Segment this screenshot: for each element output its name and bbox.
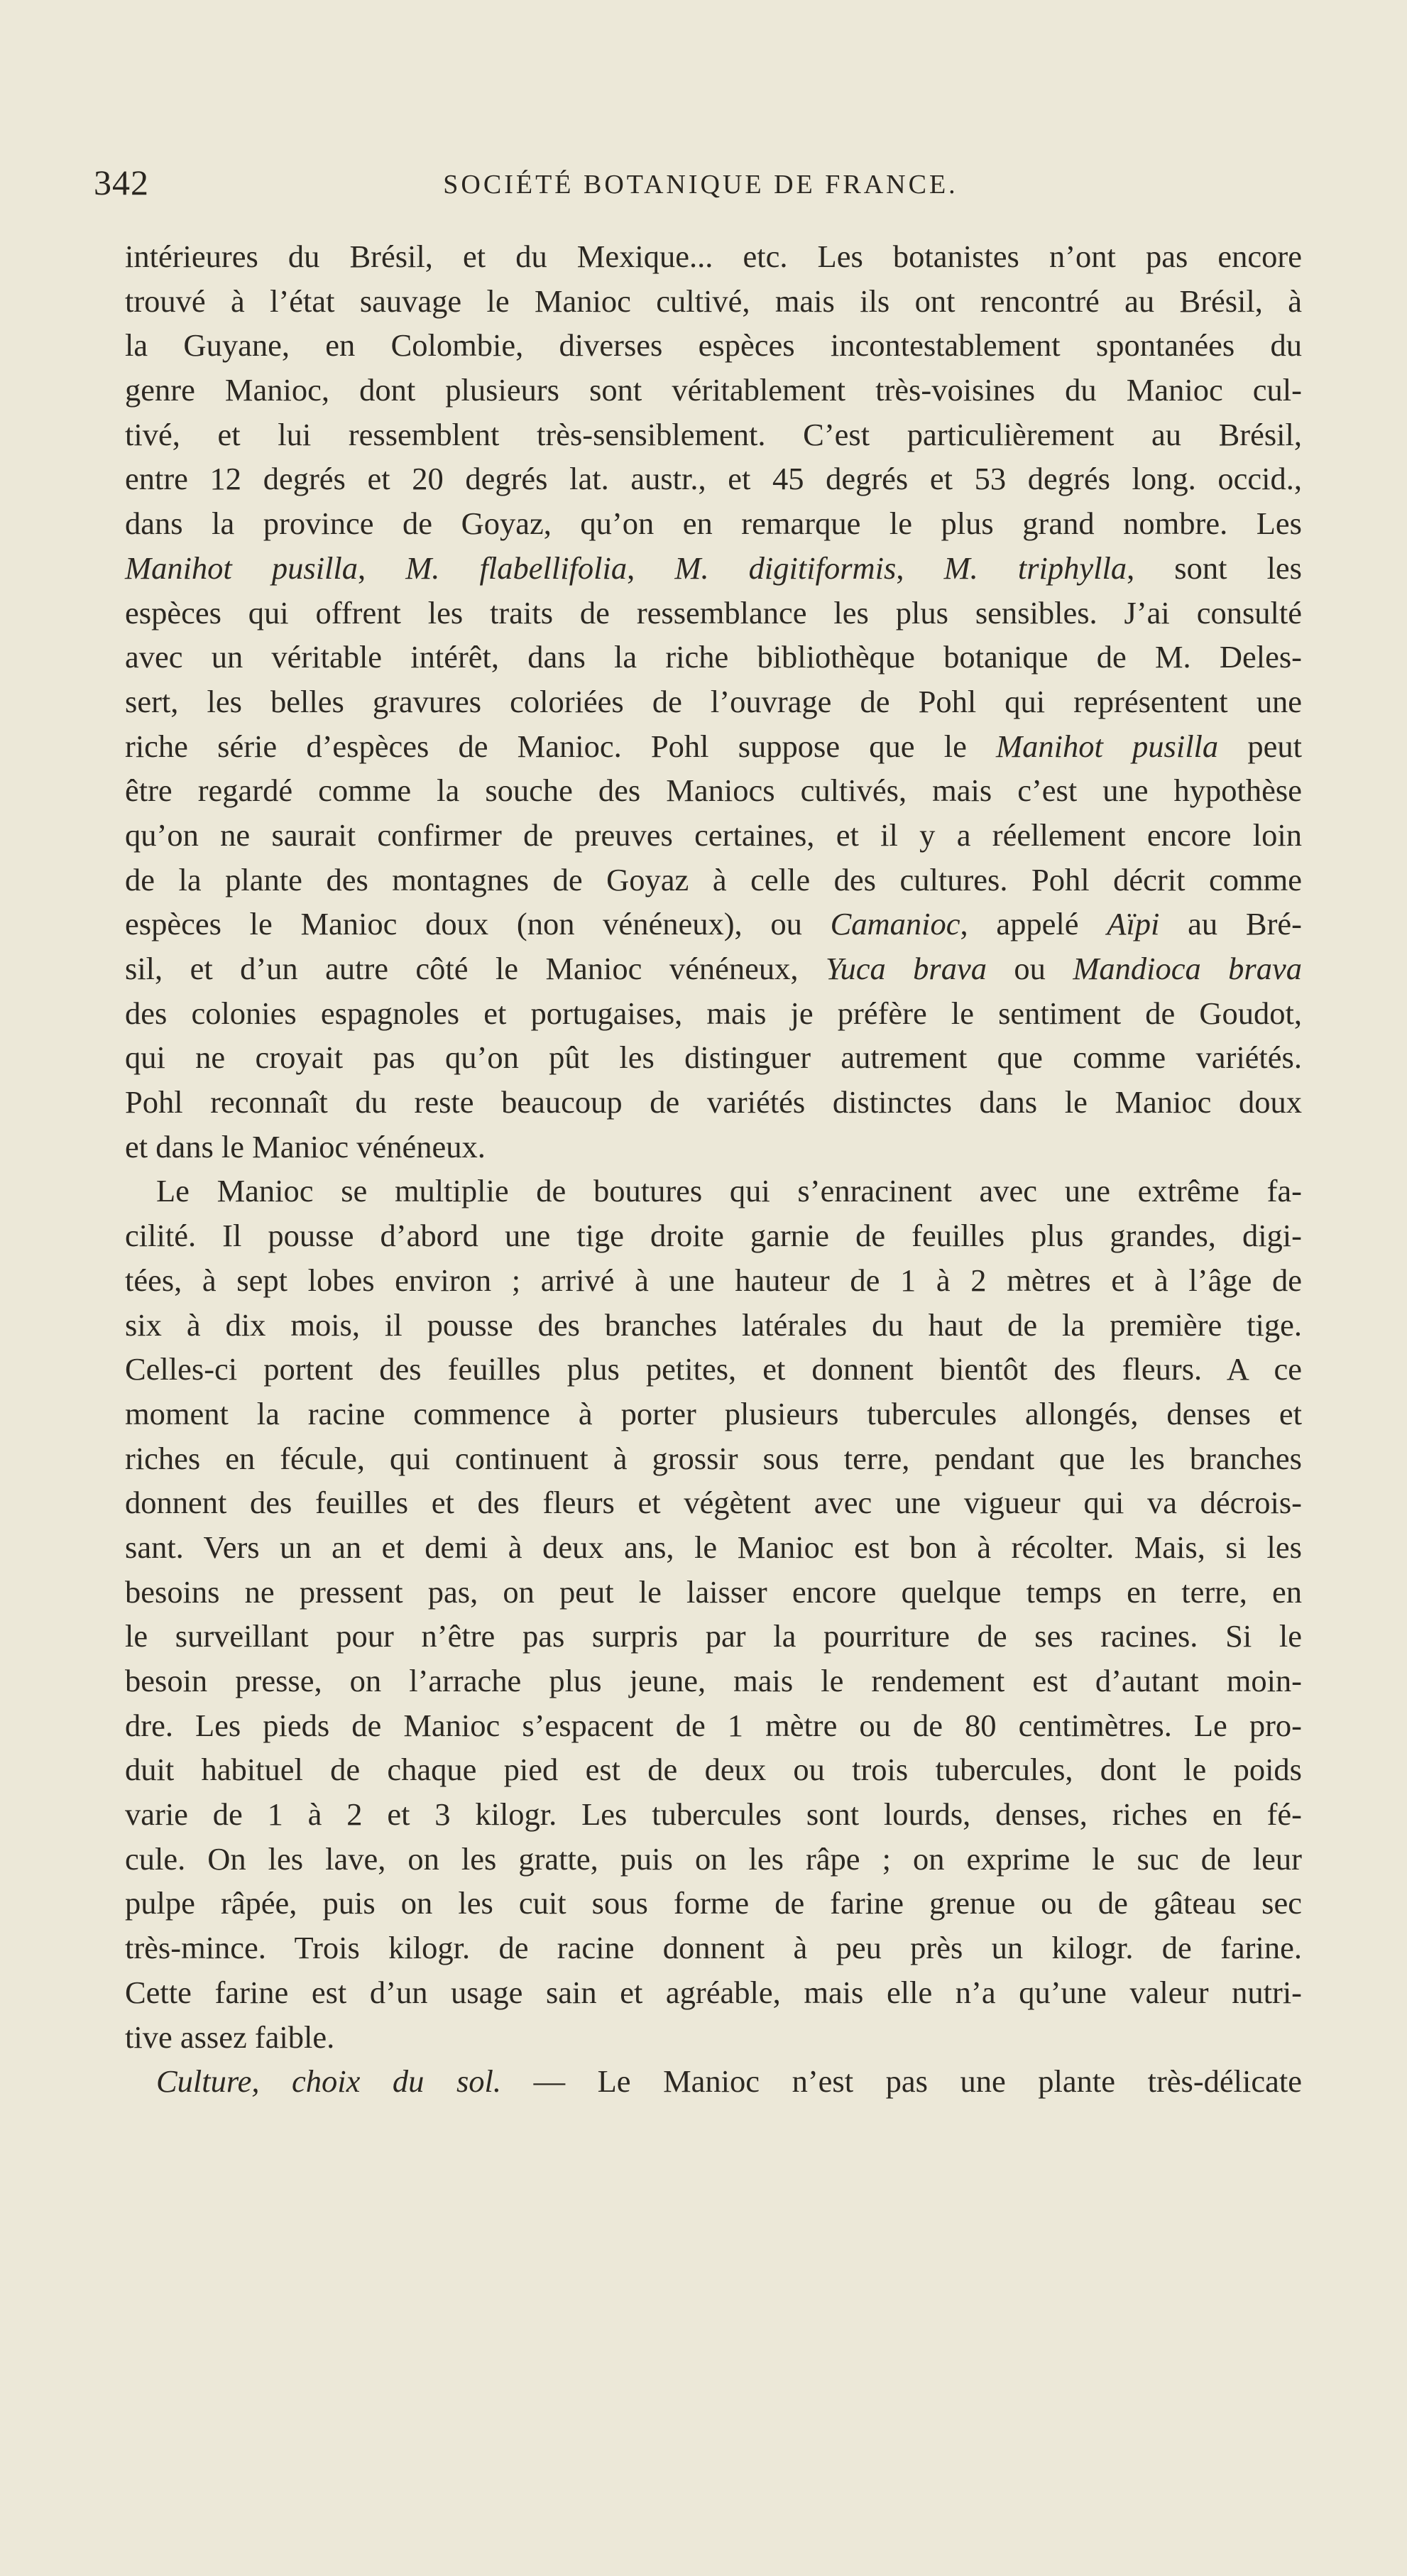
species-name: M. triphylla	[943, 550, 1127, 586]
text-line	[125, 2059, 1302, 2104]
text-line	[125, 946, 1302, 991]
text-line: la Guyane, en Colombie, diverses espèces incontestablement spontanées du	[125, 327, 1302, 364]
body-text	[125, 234, 1302, 2104]
text-line: riches en fécule, qui continuent à grossir sous terre, pendant que les branches	[125, 1440, 1302, 1476]
text-line: intérieures du Brésil, et du Mexique... etc. Les botanistes n’ont pas encore	[125, 239, 1302, 274]
running-title: SOCIÉTÉ BOTANIQUE DE FRANCE.	[443, 170, 958, 200]
text-fragment: espèces le Manioc doux (non vénéneux), ou	[125, 906, 831, 942]
text-line: Cette farine est d’un usage sain et agréable, mais elle n’a qu’une valeur nutri-	[125, 1974, 1302, 2010]
text-line: tivé, et lui ressemblent très-sensiblement. C’est particulièrement au Brésil,	[125, 416, 1302, 452]
punct: ,	[358, 550, 406, 586]
text-line: sert, les belles gravures coloriées de l’ouvrage de Pohl qui représentent une	[125, 683, 1302, 719]
species-name: Aïpi	[1107, 906, 1160, 942]
text-line: très-mince. Trois kilogr. de racine donnent à peu près un kilogr. de farine.	[125, 1930, 1302, 1966]
text-line: cilité. Il pousse d’abord une tige droite garnie de feuilles plus grandes, digi-	[125, 1218, 1302, 1254]
text-line: cule. On les lave, on les gratte, puis on les râpe ; on exprime le suc de leur	[125, 1840, 1302, 1877]
text-line: Pohl reconnaît du reste beaucoup de variétés distinctes dans le Manioc doux	[125, 1084, 1302, 1120]
text-fragment: , sont les	[1127, 550, 1302, 586]
punct: ,	[896, 550, 944, 586]
species-name: Mandioca brava	[1073, 951, 1303, 986]
text-line: et dans le Manioc vénéneux.	[125, 1128, 486, 1164]
text-line: moment la racine commence à porter plusieurs tubercules allongés, denses et	[125, 1395, 1302, 1431]
text-line: sant. Vers un an et demi à deux ans, le Manioc est bon à récolter. Mais, si les	[125, 1529, 1302, 1565]
text-fragment: — Le Manioc n’est pas une plante très-délicate	[501, 2063, 1303, 2100]
text-line: besoins ne pressent pas, on peut le laisser encore quelque temps en terre, en	[125, 1573, 1302, 1610]
text-line: pulpe râpée, puis on les cuit sous forme de farine grenue ou de gâteau sec	[125, 1885, 1302, 1921]
text-line: être regardé comme la souche des Maniocs cultivés, mais c’est une hypothèse	[125, 773, 1302, 809]
text-line: avec un véritable intérêt, dans la riche bibliothèque botanique de M. Deles-	[125, 639, 1302, 675]
text-line: genre Manioc, dont plusieurs sont véritablement très-voisines du Manioc cul-	[125, 372, 1302, 408]
text-line: le surveillant pour n’être pas surpris par la pourriture de ses racines. Si le	[125, 1618, 1302, 1654]
text-line: six à dix mois, il pousse des branches latérales du haut de la première tige.	[125, 1306, 1302, 1343]
section-heading: Culture, choix du sol.	[156, 2063, 502, 2100]
punct: ,	[627, 550, 675, 586]
text-line: qu’on ne saurait confirmer de preuves certaines, et il y a réellement encore loin	[125, 817, 1302, 853]
text-line: trouvé à l’état sauvage le Manioc cultivé, mais ils ont rencontré au Brésil, à	[125, 283, 1302, 319]
species-name: Yuca brava	[825, 951, 987, 986]
species-name: Manihot pusilla	[996, 728, 1219, 764]
text-line: des colonies espagnoles et portugaises, mais je préfère le sentiment de Goudot,	[125, 995, 1302, 1031]
text-line	[125, 902, 1302, 946]
page-header	[94, 162, 1308, 212]
text-line: Celles-ci portent des feuilles plus petites, et donnent bientôt des fleurs. A ce	[125, 1351, 1302, 1387]
paragraph-first-line	[125, 1169, 1302, 1213]
text-fragment: Le Manioc se multiplie de boutures qui s’enracinent avec une extrême fa-	[156, 1173, 1302, 1209]
text-line: tées, à sept lobes environ ; arrivé à une hauteur de 1 à 2 mètres et à l’âge de	[125, 1262, 1302, 1298]
text-line: besoin presse, on l’arrache plus jeune, mais le rendement est d’autant moin-	[125, 1663, 1302, 1698]
text-fragment: peut	[1218, 728, 1302, 764]
text-fragment: ou	[987, 951, 1073, 986]
text-line: espèces qui offrent les traits de ressemblance les plus sensibles. J’ai consulté	[125, 594, 1302, 631]
text-line: varie de 1 à 2 et 3 kilogr. Les tubercules sont lourds, denses, riches en fé-	[125, 1796, 1302, 1833]
text-fragment: , appelé	[960, 906, 1107, 942]
page-number: 342	[94, 163, 149, 202]
text-line: dre. Les pieds de Manioc s’espacent de 1 mètre ou de 80 centimètres. Le pro-	[125, 1707, 1302, 1743]
text-line: entre 12 degrés et 20 degrés lat. austr., et 45 degrés et 53 degrés long. occid.,	[125, 461, 1302, 497]
text-fragment: riche série d’espèces de Manioc. Pohl suppose que le	[125, 728, 997, 764]
species-name: Manihot pusilla	[125, 550, 358, 586]
text-line: tive assez faible.	[125, 2019, 335, 2055]
text-line: donnent des feuilles et des fleurs et végètent avec une vigueur qui va décrois-	[125, 1485, 1302, 1521]
text-fragment: sil, et d’un autre côté le Manioc vénéneux,	[125, 951, 826, 986]
text-line: qui ne croyait pas qu’on pût les distinguer autrement que comme variétés.	[125, 1039, 1302, 1076]
text-line	[125, 546, 1302, 591]
species-name: M. flabellifolia	[405, 550, 628, 586]
species-name: Camanioc	[830, 906, 960, 942]
text-line: dans la province de Goyaz, qu’on en remarque le plus grand nombre. Les	[125, 506, 1302, 542]
text-line	[125, 724, 1302, 769]
text-line: de la plante des montagnes de Goyaz à celle des cultures. Pohl décrit comme	[125, 861, 1302, 897]
text-fragment: au Bré-	[1159, 906, 1302, 942]
text-line: duit habituel de chaque pied est de deux ou trois tubercules, dont le poids	[125, 1752, 1302, 1788]
species-name: M. digitiformis	[674, 550, 897, 586]
